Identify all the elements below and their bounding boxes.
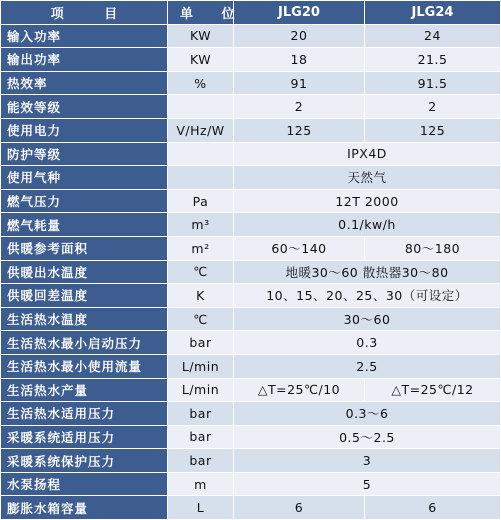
row-unit: ℃ [168,260,234,284]
table-row [1,95,501,119]
row-label: 使用电力 [1,118,168,142]
table-row [1,331,501,355]
row-label: 防护等级 [1,142,168,166]
row-unit: m [168,472,234,496]
row-value: 10、15、20、25、30（可设定） [234,284,501,308]
row-value-a: 18 [234,48,365,72]
header-item: 项 目 [1,1,168,25]
row-value: 30～60 [234,307,501,331]
header-model-a: JLG20 [234,1,365,25]
row-value: 12T 2000 [234,189,501,213]
row-label: 燃气压力 [1,189,168,213]
row-value: 0.3～6 [234,402,501,426]
row-label: 供暖参考面积 [1,236,168,260]
row-label: 输入功率 [1,24,168,48]
row-value-b: 80～180 [365,236,501,260]
row-value: 地暖30～60 散热器30～80 [234,260,501,284]
row-value-b: 21.5 [365,48,501,72]
header-model-b: JLG24 [365,1,501,25]
row-value-a: 6 [234,496,365,520]
row-label: 使用气种 [1,166,168,190]
row-unit: Pa [168,189,234,213]
row-label: 供暖回差温度 [1,284,168,308]
table-row [1,71,501,95]
row-label: 能效等级 [1,95,168,119]
row-unit: L [168,496,234,520]
row-unit: V/Hz/W [168,118,234,142]
table-row [1,260,501,284]
table-row [1,425,501,449]
row-unit: L/min [168,378,234,402]
table-row [1,236,501,260]
table-row [1,166,501,190]
table-row [1,307,501,331]
header-unit: 单 位 [168,1,234,25]
row-value: 2.5 [234,354,501,378]
spec-body [1,24,501,519]
row-label: 生活热水温度 [1,307,168,331]
table-row [1,496,501,520]
row-unit: bar [168,331,234,355]
row-value-b: 24 [365,24,501,48]
row-unit: m² [168,236,234,260]
table-row [1,354,501,378]
row-value-a: 91 [234,71,365,95]
table-row [1,472,501,496]
row-unit [168,95,234,119]
table-row [1,24,501,48]
table-row [1,213,501,237]
row-value: 0.5～2.5 [234,425,501,449]
row-unit: K [168,284,234,308]
row-unit: ℃ [168,307,234,331]
row-value-b: 2 [365,95,501,119]
row-label: 膨胀水箱容量 [1,496,168,520]
table-row [1,118,501,142]
row-value-a: 20 [234,24,365,48]
table-row [1,284,501,308]
table-row [1,189,501,213]
row-label: 采暖系统保护压力 [1,449,168,473]
row-unit: bar [168,402,234,426]
row-unit: bar [168,425,234,449]
row-value-a: 125 [234,118,365,142]
row-label: 采暖系统适用压力 [1,425,168,449]
row-value: IPX4D [234,142,501,166]
row-value: 5 [234,472,501,496]
row-unit: KW [168,48,234,72]
row-label: 供暖出水温度 [1,260,168,284]
row-value-b: 91.5 [365,71,501,95]
row-value-a: 2 [234,95,365,119]
row-value-b: △T=25℃/12 [365,378,501,402]
row-value-b: 6 [365,496,501,520]
row-unit: % [168,71,234,95]
row-unit [168,142,234,166]
row-label: 水泵扬程 [1,472,168,496]
row-value: 天然气 [234,166,501,190]
row-label: 燃气耗量 [1,213,168,237]
row-value: 0.3 [234,331,501,355]
row-value-a: 60～140 [234,236,365,260]
row-unit [168,166,234,190]
row-label: 生活热水最小启动压力 [1,331,168,355]
row-label: 输出功率 [1,48,168,72]
row-label: 生活热水适用压力 [1,402,168,426]
row-value: 0.1/kw/h [234,213,501,237]
row-label: 热效率 [1,71,168,95]
row-value-a: △T=25℃/10 [234,378,365,402]
row-label: 生活热水产量 [1,378,168,402]
table-row [1,402,501,426]
row-value-b: 125 [365,118,501,142]
row-value: 3 [234,449,501,473]
row-unit: KW [168,24,234,48]
table-row [1,378,501,402]
row-unit: m³ [168,213,234,237]
table-row [1,142,501,166]
row-label: 生活热水最小使用流量 [1,354,168,378]
table-row [1,449,501,473]
row-unit: L/min [168,354,234,378]
row-unit: bar [168,449,234,473]
header-row [1,1,501,25]
table-row [1,48,501,72]
